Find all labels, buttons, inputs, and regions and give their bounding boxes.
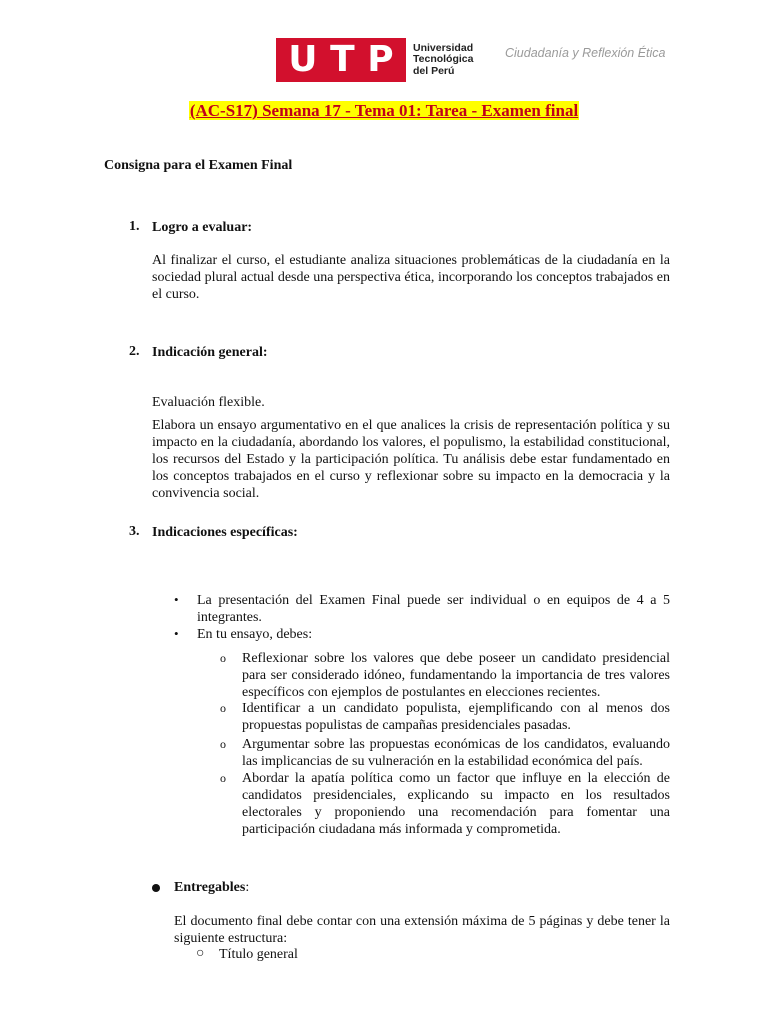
logo-text-line: Tecnológica	[413, 53, 474, 66]
sub-item: Argumentar sobre las propuestas económicas de los candidatos, evaluando las implicancias de su vulneración en la estabilidad económica del país.	[242, 737, 670, 769]
section-3-heading: Indicaciones específicas:	[152, 525, 298, 540]
section-1-number: 1.	[129, 219, 140, 234]
page-title	[0, 101, 768, 121]
deliverables-body: El documento final debe contar con una extensión máxima de 5 páginas y debe tener la siguiente estructura:	[174, 914, 670, 946]
sub-item: Abordar la apatía política como un factor que influye en la elección de candidatos presidenciales, explicando su impacto en los resultados electorales y proponiendo una recomendación para fomentar una participación ciudadana más informada y comprometida.	[242, 771, 670, 837]
sub-item: Identificar a un candidato populista, ejemplificando con al menos dos propuestas populistas de campañas presidenciales pasadas.	[242, 701, 670, 733]
logo-letter-u: U	[288, 39, 318, 80]
sub-item-marker: o	[220, 771, 226, 785]
section-2-number: 2.	[129, 344, 140, 359]
section-2-paragraph-1: Evaluación flexible.	[152, 395, 265, 410]
course-name: Ciudadanía y Reflexión Ética	[505, 46, 666, 60]
deliverables-item: Título general	[219, 947, 298, 962]
sub-item-marker: o	[220, 651, 226, 665]
sub-item: Reflexionar sobre los valores que debe poseer un candidato presidencial para ser considerado idóneo, fundamentando la importancia de tres valores específicos con ejemplos de postulantes en elecciones recientes.	[242, 651, 670, 700]
section-1-heading: Logro a evaluar:	[152, 220, 253, 235]
section-2-paragraph-2: Elabora un ensayo argumentativo en el que analices la crisis de representación política y su impacto en la ciudadanía, abordando los valores, el populismo, la estabilidad constitucional, los recursos del Estado y la participación política. Tu análisis debe estar fundamentado en los conceptos trabajados en el curso y reflexionar sobre su impacto en la democracia y la convivencia social.	[152, 418, 670, 501]
deliverables-heading-text: Entregables	[174, 880, 246, 895]
section-1-body: Al finalizar el curso, el estudiante analiza situaciones problemáticas de la ciudadanía en la sociedad plural actual desde una perspectiva ética, incorporando los conceptos trabajados en el curso.	[152, 253, 670, 302]
bullet-marker: •	[174, 626, 179, 641]
bullet-item: La presentación del Examen Final puede ser individual o en equipos de 4 a 5 integrantes.	[197, 593, 670, 625]
bullet-marker: •	[174, 592, 179, 607]
utp-logo-mark	[276, 38, 406, 82]
sub-item-marker: o	[220, 737, 226, 751]
logo-text-line: del Perú	[413, 64, 455, 77]
section-2-heading: Indicación general:	[152, 345, 268, 360]
intro-heading: Consigna para el Examen Final	[104, 158, 293, 173]
deliverables-heading	[174, 879, 249, 896]
logo-letter-t: T	[330, 39, 355, 80]
deliverables-item-marker: ○	[196, 946, 205, 961]
utp-logo-text	[413, 43, 473, 78]
deliverables-bullet	[152, 884, 160, 892]
utp-logo	[276, 38, 473, 82]
section-3-number: 3.	[129, 524, 140, 539]
title-text: (AC-S17) Semana 17 - Tema 01: Tarea - Examen final	[189, 101, 579, 120]
sub-item-marker: o	[220, 701, 226, 715]
logo-letter-p: P	[367, 39, 394, 80]
logo-text-line: Universidad	[413, 41, 474, 54]
title-highlight	[189, 101, 579, 120]
bullet-item: En tu ensayo, debes:	[197, 627, 313, 642]
deliverables-colon: :	[245, 880, 250, 895]
